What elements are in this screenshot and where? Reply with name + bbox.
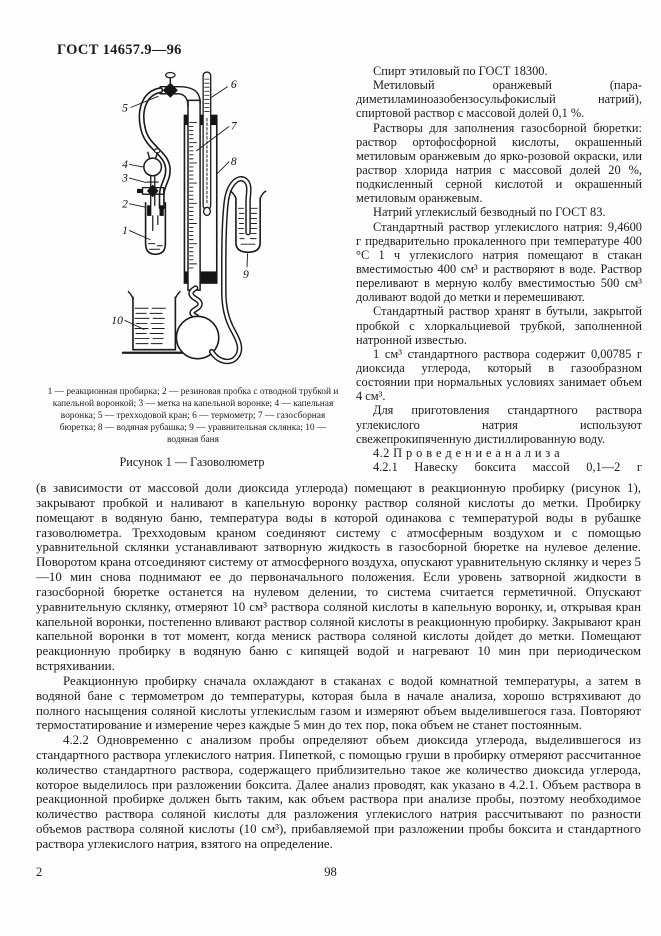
figure-label-6: 6 [230,78,237,92]
water-bath-beaker [123,292,183,353]
figure-label-3: 3 [122,171,128,185]
figure-label-1: 1 [122,224,128,238]
paragraph: Стандартный раствор углекислого натрия: 9,4600 г предварительно прокаленного при температуре 400 °С 1 ч углекислого натрия помещают в стакан вместимостью 400 см³ и растворяют в воде. Раствор переливают в мерную колбу вместимостью 500 см³ доливают водой до метки и перемешивают. [356,219,642,305]
paragraph: Стандартный раствор хранят в бутыли, закрытой пробкой с хлоркальциевой трубкой, заполненной натронной известью. [356,304,642,347]
figure-label-9: 9 [243,268,249,281]
corrugated-connector [191,288,200,316]
figure-label-5: 5 [122,101,128,115]
paragraph: Реакционную пробирку сначала охлаждают в стаканах с водой комнатной температуры, а затем в водяной бане с термометром до температуры, которая была в начале анализа, хорошо встряхивают до полного насыщения соляной кислоты углекислым газом и измеряют объем выделившегося газа. Повторяют термостатирование и измерение через каждые 5 мин до тех пор, пока объем не станет постоянным. [36,673,641,733]
section-heading-4-2: 4.2 П р о в е д е н и е а н а л и з а [373,445,561,460]
figure-label-8: 8 [230,154,237,168]
figure-label-4: 4 [122,157,128,171]
figure-caption-title: Рисунок 1 — Газоволюметр [119,455,265,470]
right-text-column [356,64,642,474]
paragraph: Растворы для заполнения газосборной бюретки: раствор ортофосфорной кислоты, окрашенный метиловым оранжевым до ярко-розовой окраски, или раствор хлорида натрия с массовой долей 20 %, подкисленный серной кислотой и окрашенный метиловым оранжевым. [356,120,642,206]
figure-caption-legend: 1 — реакционная пробирка; 2 — резиновая пробка с отводной трубкой и капельной воронкой; 3 — метка на капельной воронке; 4 — капельная воронка; 5 — трехходовой кран; 6 — термометр; 7 — газосборная бюретка; 8 — водяная рубашка; 9 — уравнительная склянка; 10 — водяная баня [47,387,339,446]
gas-burette [188,100,200,290]
paragraph: Метиловый оранжевый (пара-диметиламиноазобензосульфокислый натрий), спиртовой раствор с массовой долей 0,1 %. [356,78,642,121]
figure-label-7: 7 [230,119,237,133]
paragraph: 4.2.2 Одновременно с анализом пробы определяют объем диоксида углерода, выделившегося из стандартного раствора углекислого натрия. Пипеткой, с помощью груши в пробирку отмеряют рассчитанное количество стандартного раствора, содержащего приблизительно такое же количество диоксида углерода, которое выделилось при разложении боксита. Далее анализ проводят, как указано в 4.2.1. Объем раствора в реакционной пробирке должен быть таким, как объем раствора при анализе пробы, поэтому необходимое количество раствора соляной кислоты для разложения углекислого натрия рассчитывают по разности объемов раствора соляной кислоты (10 см³), прибавляемой при разложении пробы боксита и стандартного раствора углекислого натрия, взятого на определение. [36,733,641,851]
paragraph: Для приготовления стандартного раствора углекислого натрия используют свежепрокипяченную дистиллированную воду. [356,403,642,446]
paragraph: Спирт этиловый по ГОСТ 18300. [373,64,548,78]
main-text-block [0,474,661,852]
figure-column [36,64,348,474]
paragraph: Натрий углекислый безводный по ГОСТ 83. [373,205,606,220]
figure-label-10: 10 [111,313,123,327]
page-number-left: 2 [36,864,43,879]
figure-label-2: 2 [122,197,128,211]
paragraph: 1 см³ стандартного раствора содержит 0,00785 г диоксида углерода, который в газообразном состоянии при нормальных условиях занимает объем 4 см³. [356,346,642,404]
page-number-center: 98 [324,864,337,879]
thermometer [203,72,211,215]
document-number: ГОСТ 14657.9—96 [57,42,182,58]
page-footer [0,852,661,880]
paragraph: (в зависимости от массовой доли диоксида углерода) помещают в реакционную пробирку (рисунок 1), закрывают пробкой и наливают в капельную воронку раствор соляной кислоты до метки. Пробирку помещают в водяную баню, температура воды в которой одинакова с температурой воды в рубашке газоволюметра. Трехходовым краном соединяют систему с атмосферным воздухом и с помощью уравнительной склянки устанавливают затворную жидкость в газосборной бюретке на нулевое деление. Поворотом крана отсоединяют систему от атмосферного воздуха, опускают уравнительную склянку и через 5—10 мин снова поднимают ее до первоначального положения. Если уровень затворной жидкости в газосборной бюретке останется на нулевом делении, то система считается герметичной. Опускают уравнительную склянку, отмеряют 10 см³ раствора соляной кислоты в капельную воронку, и, открывая кран капельной воронки, постепенно вливают раствор соляной кислоты в реакционную пробирку. Закрывают кран капельной воронки в тот момент, когда мениск раствора соляной кислоты дойдет до метки. Помещают реакционную пробирку в водяную баню с кипящей водой и нагревают 10 мин при периодическом встряхивании. [36,481,641,674]
two-column-section [0,64,661,474]
gas-volumeter-diagram [38,66,341,384]
page-content [0,64,661,880]
rubber-stopper [147,205,164,230]
paragraph: 4.2.1 Навеску боксита массой 0,1—2 г [373,459,642,474]
